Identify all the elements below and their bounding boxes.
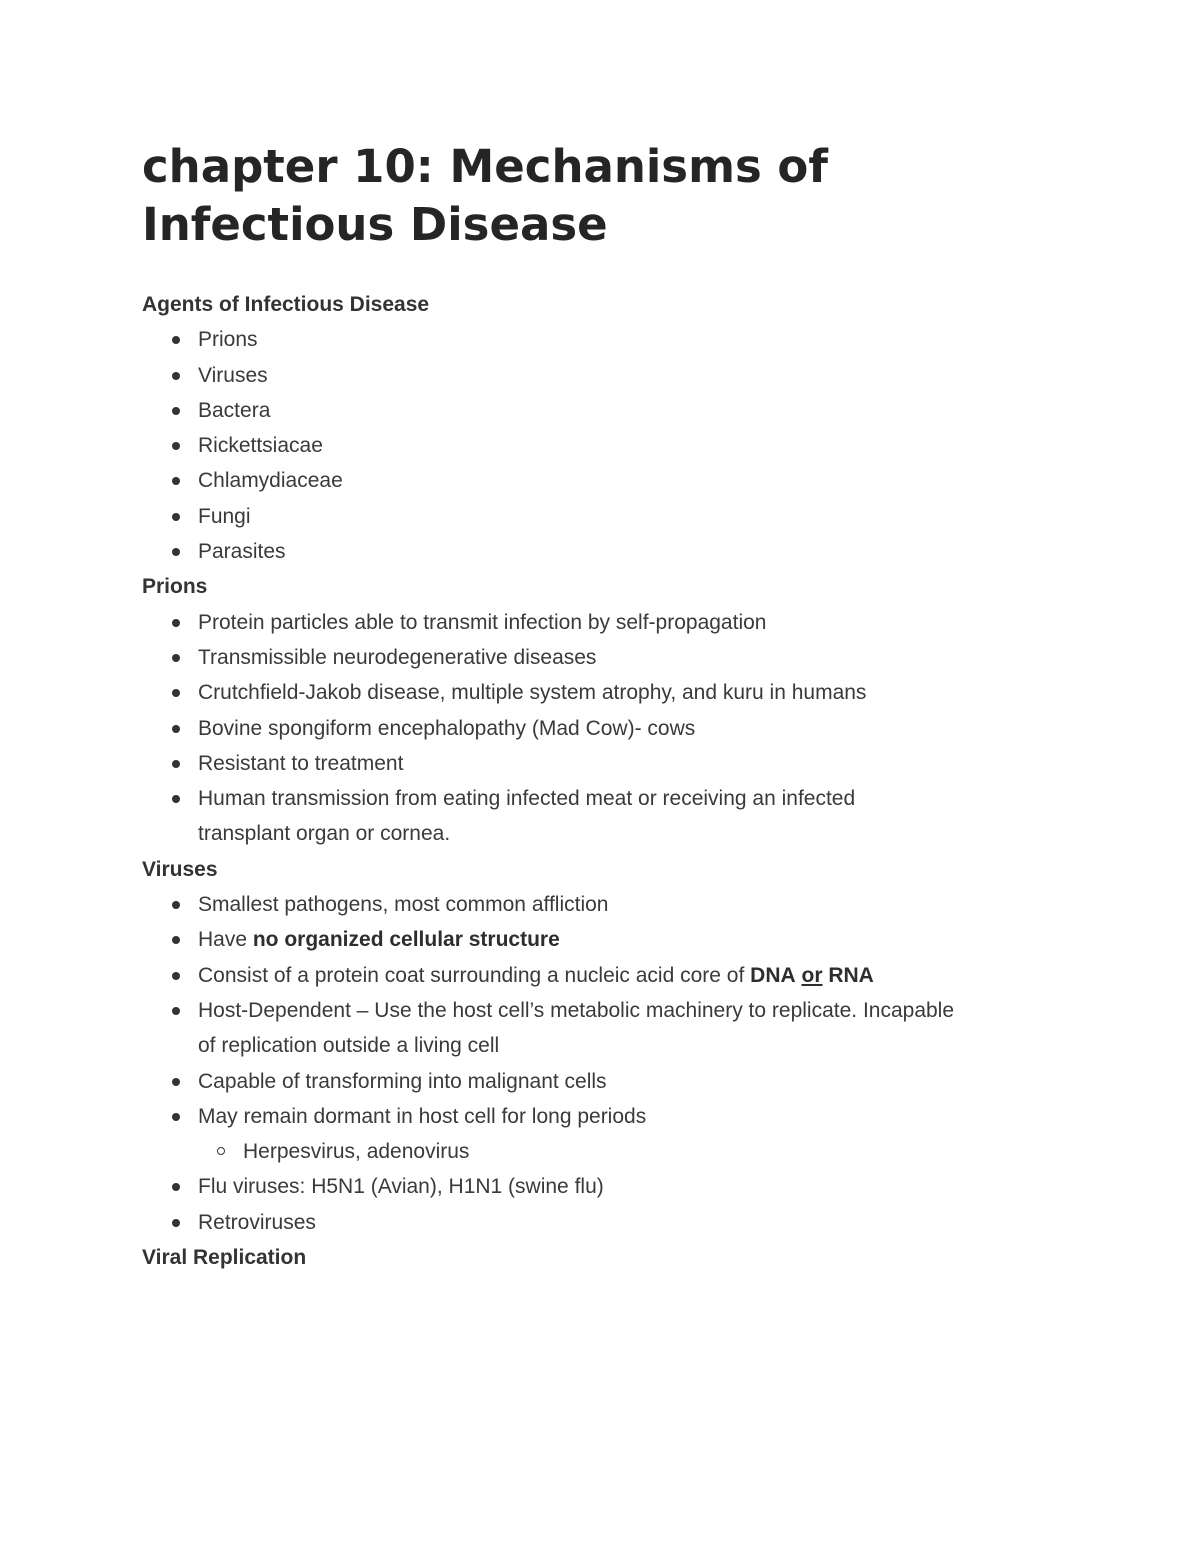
agents-list — [142, 322, 1072, 569]
section-heading-viral-replication: Viral Replication — [142, 1246, 307, 1270]
list-item: Flu viruses: H5N1 (Avian), H1N1 (swine flu) — [142, 1169, 1072, 1204]
list-item: Rickettsiacae — [142, 428, 1072, 463]
list-item: Parasites — [142, 534, 1072, 569]
list-item-text: Have — [198, 928, 253, 952]
document-body — [142, 287, 1072, 1275]
prions-list — [142, 605, 1072, 852]
list-item: Prions — [142, 322, 1072, 357]
list-item: Crutchfield-Jakob disease, multiple system atrophy, and kuru in humans — [142, 675, 1072, 710]
sub-list-item: Herpesvirus, adenovirus — [198, 1134, 1072, 1169]
list-item-text: May remain dormant in host cell for long periods — [198, 1104, 647, 1128]
list-item: Protein particles able to transmit infection by self-propagation — [142, 605, 1072, 640]
document-page — [142, 138, 1072, 1275]
page-title: chapter 10: Mechanisms of Infectious Disease — [142, 140, 828, 251]
emphasis-text: no organized cellular structure — [252, 928, 560, 952]
emphasis-rna: RNA — [828, 963, 874, 987]
list-item-text: Consist of a protein coat surrounding a nucleic acid core of — [198, 963, 751, 987]
list-item — [142, 958, 1072, 993]
list-item: Human transmission from eating infected meat or receiving an infected transplant organ or cornea. — [142, 781, 1072, 852]
list-item: Viruses — [142, 358, 1072, 393]
list-item: Bactera — [142, 393, 1072, 428]
emphasis-or: or — [801, 963, 823, 987]
list-item: Chlamydiaceae — [142, 463, 1072, 498]
list-item: Resistant to treatment — [142, 746, 1072, 781]
list-item: Host-Dependent – Use the host cell’s metabolic machinery to replicate. Incapable of replication outside a living cell — [142, 993, 1072, 1064]
list-item: Bovine spongiform encephalopathy (Mad Cow)- cows — [142, 711, 1072, 746]
list-item: Fungi — [142, 499, 1072, 534]
list-item: Transmissible neurodegenerative diseases — [142, 640, 1072, 675]
sub-list — [198, 1134, 1072, 1169]
section-heading-prions: Prions — [142, 575, 208, 599]
viruses-list — [142, 887, 1072, 1240]
emphasis-dna: DNA — [750, 963, 796, 987]
section-heading-viruses: Viruses — [142, 857, 218, 881]
list-item — [142, 922, 1072, 957]
list-item: Smallest pathogens, most common affliction — [142, 887, 1072, 922]
list-item: Retroviruses — [142, 1205, 1072, 1240]
list-item — [142, 1099, 1072, 1170]
section-heading-agents: Agents of Infectious Disease — [142, 293, 430, 316]
list-item: Capable of transforming into malignant cells — [142, 1064, 1072, 1099]
